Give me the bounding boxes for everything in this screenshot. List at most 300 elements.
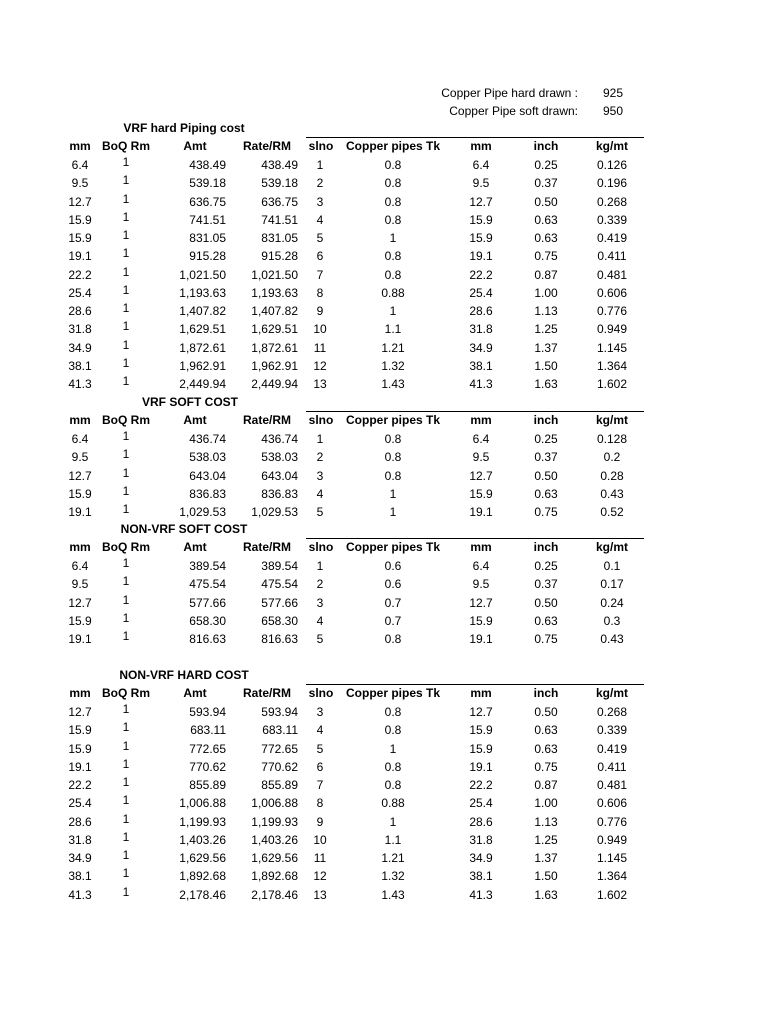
cell-slno: 5 <box>316 505 324 519</box>
cell-mm-2: 15.9 <box>469 486 493 501</box>
cell-copper-pipes-tk: 1 <box>389 231 397 245</box>
cell-rate-rm: 1,193.63 <box>251 285 298 300</box>
cell-copper-pipes-tk: 0.8 <box>384 450 402 465</box>
cell-mm-2: 19.1 <box>469 632 493 646</box>
cell-mm: 22.2 <box>68 778 92 792</box>
cell-mm-2: 9.5 <box>472 577 490 592</box>
cell-amt: 1,962.91 <box>179 358 226 373</box>
cell-boq-rm: 1 <box>122 738 130 753</box>
cell-mm-2: 9.5 <box>472 450 490 465</box>
cell-copper-pipes-tk: 1.21 <box>381 851 405 865</box>
column-header-kg-mt: kg/mt <box>595 413 629 427</box>
cell-mm: 9.5 <box>71 450 89 465</box>
cell-inch: 1.13 <box>534 304 558 318</box>
cell-inch: 0.25 <box>534 559 558 573</box>
cell-kg-mt: 0.28 <box>600 468 624 483</box>
cell-boq-rm: 1 <box>122 374 130 388</box>
column-header-kg-mt: kg/mt <box>595 540 629 554</box>
column-header-rate-rm: Rate/RM <box>242 540 292 554</box>
cell-amt: 436.74 <box>189 432 226 446</box>
cell-mm: 38.1 <box>68 358 92 373</box>
cell-rate-rm: 643.04 <box>261 468 298 483</box>
cell-slno: 3 <box>316 705 324 719</box>
cell-amt: 1,892.68 <box>179 869 226 884</box>
cell-slno: 6 <box>316 759 324 774</box>
cell-slno: 9 <box>316 814 324 829</box>
cell-kg-mt: 0.411 <box>597 249 627 264</box>
cell-boq-rm: 1 <box>122 337 130 352</box>
cell-kg-mt: 0.949 <box>596 832 628 847</box>
cell-amt: 915.28 <box>189 249 226 264</box>
cell-amt: 1,872.61 <box>179 340 226 355</box>
cell-mm-2: 15.9 <box>469 231 493 245</box>
cell-copper-pipes-tk: 1.1 <box>384 322 402 337</box>
cell-mm: 25.4 <box>68 285 92 300</box>
cell-inch: 1.00 <box>534 796 558 811</box>
cell-slno: 12 <box>313 358 327 373</box>
cell-rate-rm: 2,449.94 <box>251 377 298 391</box>
cell-boq-rm: 1 <box>122 866 130 881</box>
cell-rate-rm: 683.11 <box>262 723 298 738</box>
cell-slno: 8 <box>316 285 324 300</box>
cell-boq-rm: 1 <box>122 264 130 279</box>
cell-slno: 3 <box>316 595 324 610</box>
cell-kg-mt: 0.339 <box>596 723 628 738</box>
cell-mm: 12.7 <box>68 468 92 483</box>
cell-inch: 0.75 <box>534 759 558 774</box>
cell-boq-rm: 1 <box>122 829 130 844</box>
column-header-mm: mm <box>69 686 91 700</box>
cell-mm-2: 6.4 <box>472 432 490 446</box>
cell-mm: 6.4 <box>71 559 89 573</box>
cell-rate-rm: 438.49 <box>261 158 298 172</box>
cell-boq-rm: 1 <box>122 610 130 625</box>
cell-rate-rm: 389.54 <box>261 559 298 573</box>
cell-copper-pipes-tk: 0.8 <box>384 158 402 172</box>
cell-amt: 836.83 <box>189 486 226 501</box>
column-header-mm-2: mm <box>470 139 492 153</box>
cell-slno: 2 <box>316 577 324 592</box>
hard-drawn-rate-value: 925 <box>602 86 624 100</box>
cell-boq-rm: 1 <box>122 775 130 789</box>
cell-boq-rm: 1 <box>122 355 130 370</box>
cell-mm-2: 15.9 <box>469 613 493 628</box>
cell-boq-rm: 1 <box>122 155 130 169</box>
cell-copper-pipes-tk: 0.88 <box>381 796 405 811</box>
cell-amt: 741.51 <box>189 212 226 227</box>
cell-rate-rm: 836.83 <box>261 486 298 501</box>
column-header-slno: slno <box>308 139 334 153</box>
cell-mm: 19.1 <box>68 632 92 646</box>
cell-amt: 643.04 <box>189 468 226 483</box>
cell-slno: 1 <box>316 158 324 172</box>
cell-kg-mt: 1.602 <box>596 887 628 902</box>
cell-kg-mt: 0.419 <box>596 741 628 756</box>
cell-slno: 10 <box>313 832 327 847</box>
cell-mm: 34.9 <box>68 851 92 865</box>
cell-copper-pipes-tk: 0.8 <box>384 778 402 792</box>
cell-slno: 3 <box>316 194 324 209</box>
cell-kg-mt: 0.52 <box>600 505 624 519</box>
cell-rate-rm: 1,892.68 <box>251 869 298 884</box>
cell-amt: 831.05 <box>189 231 226 245</box>
cell-copper-pipes-tk: 1 <box>389 304 397 318</box>
cell-amt: 577.66 <box>189 595 226 610</box>
cell-slno: 7 <box>316 267 324 282</box>
cell-amt: 389.54 <box>189 559 226 573</box>
column-header-kg-mt: kg/mt <box>595 139 629 153</box>
column-header-amt: Amt <box>183 139 207 153</box>
cell-kg-mt: 0.43 <box>600 632 624 646</box>
cell-copper-pipes-tk: 1 <box>389 486 397 501</box>
cell-kg-mt: 0.606 <box>596 796 628 811</box>
column-header-inch: inch <box>533 413 559 427</box>
cell-slno: 5 <box>316 632 324 646</box>
cell-amt: 593.94 <box>189 705 226 719</box>
column-header-mm: mm <box>69 139 91 153</box>
cell-boq-rm: 1 <box>122 246 130 261</box>
cell-mm: 12.7 <box>68 595 92 610</box>
soft-drawn-rate-value: 950 <box>602 104 624 118</box>
cell-inch: 0.87 <box>534 778 558 792</box>
cell-boq-rm: 1 <box>122 209 130 224</box>
column-header-inch: inch <box>533 540 559 554</box>
column-header-rate-rm: Rate/RM <box>242 139 292 153</box>
cell-copper-pipes-tk: 0.8 <box>384 759 402 774</box>
cell-mm-2: 6.4 <box>472 559 490 573</box>
cell-kg-mt: 0.24 <box>600 595 624 610</box>
cell-amt: 1,629.51 <box>179 322 226 337</box>
column-header-kg-mt: kg/mt <box>595 686 629 700</box>
cell-mm-2: 41.3 <box>469 887 493 902</box>
cell-copper-pipes-tk: 0.6 <box>384 577 402 592</box>
cell-mm-2: 25.4 <box>469 285 493 300</box>
cell-amt: 1,021.50 <box>179 267 226 282</box>
cell-slno: 10 <box>313 322 327 337</box>
cell-kg-mt: 0.949 <box>596 322 628 337</box>
cell-mm-2: 12.7 <box>469 595 493 610</box>
cell-slno: 2 <box>316 176 324 191</box>
column-header-boq-rm: BoQ Rm <box>102 413 150 427</box>
cell-slno: 2 <box>316 450 324 465</box>
cell-mm-2: 6.4 <box>472 158 490 172</box>
column-header-rate-rm: Rate/RM <box>242 413 292 427</box>
cell-mm-2: 12.7 <box>469 705 493 719</box>
cell-rate-rm: 772.65 <box>261 741 298 756</box>
cell-inch: 0.63 <box>534 741 558 756</box>
hard-drawn-rate-label: Copper Pipe hard drawn : <box>441 86 578 100</box>
cell-boq-rm: 1 <box>122 447 130 462</box>
cell-mm: 22.2 <box>68 267 92 282</box>
cell-boq-rm: 1 <box>122 592 130 607</box>
header-divider <box>306 684 644 685</box>
cell-boq-rm: 1 <box>122 301 130 315</box>
cell-mm-2: 22.2 <box>469 267 493 282</box>
column-header-amt: Amt <box>183 413 207 427</box>
cell-rate-rm: 1,629.51 <box>251 322 298 337</box>
cell-boq-rm: 1 <box>122 756 130 771</box>
cell-mm: 19.1 <box>68 249 92 264</box>
cell-inch: 0.37 <box>534 577 558 592</box>
cell-mm: 41.3 <box>68 377 92 391</box>
cell-mm: 15.9 <box>68 723 92 738</box>
cell-amt: 1,006.88 <box>179 796 226 811</box>
cell-inch: 0.63 <box>534 231 558 245</box>
cell-rate-rm: 770.62 <box>261 759 298 774</box>
cell-copper-pipes-tk: 0.7 <box>384 613 402 628</box>
cell-mm: 31.8 <box>68 322 92 337</box>
cell-boq-rm: 1 <box>122 811 130 826</box>
cell-boq-rm: 1 <box>122 228 130 242</box>
cell-slno: 12 <box>313 869 327 884</box>
cell-rate-rm: 1,403.26 <box>251 832 298 847</box>
cell-mm: 25.4 <box>68 796 92 811</box>
cell-slno: 11 <box>313 851 327 865</box>
cell-mm: 28.6 <box>68 814 92 829</box>
cell-slno: 4 <box>316 723 324 738</box>
cell-slno: 11 <box>313 340 327 355</box>
cell-inch: 1.63 <box>534 887 558 902</box>
cell-kg-mt: 0.481 <box>596 267 628 282</box>
column-header-slno: slno <box>308 686 334 700</box>
column-header-inch: inch <box>533 686 559 700</box>
cell-mm: 12.7 <box>68 194 92 209</box>
cell-boq-rm: 1 <box>122 702 130 716</box>
cell-boq-rm: 1 <box>122 574 130 589</box>
cell-kg-mt: 0.606 <box>596 285 628 300</box>
cell-copper-pipes-tk: 0.8 <box>384 468 402 483</box>
cell-inch: 0.50 <box>534 595 558 610</box>
cell-amt: 539.18 <box>189 176 226 191</box>
column-header-copper-pipes-tk: Copper pipes Tk <box>345 686 441 700</box>
section-title: VRF SOFT COST <box>142 395 238 409</box>
cell-boq-rm: 1 <box>122 884 130 899</box>
cell-kg-mt: 1.145 <box>596 340 628 355</box>
cell-amt: 475.54 <box>189 577 226 592</box>
cell-rate-rm: 593.94 <box>261 705 298 719</box>
cell-kg-mt: 0.43 <box>600 486 624 501</box>
cell-copper-pipes-tk: 1.43 <box>381 377 405 391</box>
cell-kg-mt: 0.776 <box>596 814 628 829</box>
cell-amt: 1,629.56 <box>179 851 226 865</box>
cell-slno: 5 <box>316 741 324 756</box>
cell-inch: 0.50 <box>534 468 558 483</box>
cell-mm-2: 31.8 <box>469 322 493 337</box>
cell-inch: 0.63 <box>534 613 558 628</box>
cell-copper-pipes-tk: 1.32 <box>381 869 405 884</box>
cell-boq-rm: 1 <box>122 556 130 570</box>
cell-rate-rm: 636.75 <box>261 194 298 209</box>
cell-boq-rm: 1 <box>122 282 130 297</box>
cell-rate-rm: 915.28 <box>261 249 298 264</box>
cell-amt: 438.49 <box>189 158 226 172</box>
column-header-mm: mm <box>69 413 91 427</box>
cell-slno: 13 <box>313 377 327 391</box>
cell-slno: 5 <box>316 231 324 245</box>
cell-inch: 1.25 <box>534 832 558 847</box>
cell-copper-pipes-tk: 0.8 <box>384 632 402 646</box>
cell-copper-pipes-tk: 0.7 <box>384 595 402 610</box>
cell-mm: 19.1 <box>68 505 92 519</box>
cell-inch: 0.63 <box>534 723 558 738</box>
cell-mm: 19.1 <box>68 759 92 774</box>
cell-kg-mt: 0.3 <box>603 613 621 628</box>
cell-slno: 6 <box>316 249 324 264</box>
cell-mm-2: 34.9 <box>469 340 493 355</box>
cell-kg-mt: 1.602 <box>596 377 628 391</box>
cell-mm-2: 38.1 <box>469 358 493 373</box>
cell-kg-mt: 0.196 <box>596 176 628 191</box>
cell-copper-pipes-tk: 1 <box>389 741 397 756</box>
cell-boq-rm: 1 <box>122 720 130 735</box>
cell-copper-pipes-tk: 0.8 <box>384 249 402 264</box>
cell-copper-pipes-tk: 1.43 <box>381 887 405 902</box>
cell-inch: 1.50 <box>534 869 558 884</box>
cell-slno: 3 <box>316 468 324 483</box>
cell-boq-rm: 1 <box>122 629 130 643</box>
column-header-slno: slno <box>308 413 334 427</box>
cell-kg-mt: 0.268 <box>596 705 628 719</box>
cell-rate-rm: 816.63 <box>261 632 298 646</box>
cell-copper-pipes-tk: 0.6 <box>384 559 402 573</box>
section-title: NON-VRF SOFT COST <box>120 522 248 536</box>
cell-rate-rm: 538.03 <box>261 450 298 465</box>
cell-mm-2: 28.6 <box>469 814 493 829</box>
cell-boq-rm: 1 <box>122 502 130 516</box>
cell-mm-2: 25.4 <box>469 796 493 811</box>
cell-amt: 538.03 <box>189 450 226 465</box>
cell-mm-2: 12.7 <box>469 194 493 209</box>
cell-inch: 0.37 <box>534 450 558 465</box>
cell-inch: 1.37 <box>534 340 558 355</box>
header-divider <box>306 538 644 539</box>
cell-rate-rm: 436.74 <box>261 432 298 446</box>
cell-rate-rm: 1,021.50 <box>251 267 298 282</box>
column-header-copper-pipes-tk: Copper pipes Tk <box>345 139 441 153</box>
cell-amt: 2,449.94 <box>179 377 226 391</box>
column-header-copper-pipes-tk: Copper pipes Tk <box>345 413 441 427</box>
cell-inch: 0.63 <box>534 212 558 227</box>
cell-inch: 0.75 <box>534 632 558 646</box>
cell-amt: 816.63 <box>189 632 226 646</box>
cell-mm: 15.9 <box>68 212 92 227</box>
cell-mm: 31.8 <box>68 832 92 847</box>
column-header-copper-pipes-tk: Copper pipes Tk <box>345 540 441 554</box>
cell-amt: 1,193.63 <box>179 285 226 300</box>
cell-copper-pipes-tk: 1.21 <box>381 340 405 355</box>
cell-copper-pipes-tk: 0.8 <box>384 194 402 209</box>
cell-amt: 636.75 <box>189 194 226 209</box>
cell-inch: 0.25 <box>534 432 558 446</box>
cell-mm: 28.6 <box>68 304 92 318</box>
cell-kg-mt: 0.481 <box>596 778 628 792</box>
cell-copper-pipes-tk: 1.32 <box>381 358 405 373</box>
cell-mm: 15.9 <box>68 231 92 245</box>
cell-boq-rm: 1 <box>122 191 130 206</box>
column-header-mm: mm <box>69 540 91 554</box>
cell-slno: 8 <box>316 796 324 811</box>
cell-amt: 1,407.82 <box>179 304 226 318</box>
cell-amt: 2,178.46 <box>179 887 226 902</box>
cell-copper-pipes-tk: 0.8 <box>384 212 402 227</box>
cell-kg-mt: 1.145 <box>596 851 628 865</box>
column-header-mm-2: mm <box>470 540 492 554</box>
cell-mm: 15.9 <box>68 741 92 756</box>
section-title: VRF hard Piping cost <box>123 121 245 135</box>
cell-mm: 9.5 <box>71 577 89 592</box>
cell-kg-mt: 0.268 <box>596 194 628 209</box>
cell-inch: 1.25 <box>534 322 558 337</box>
cell-amt: 770.62 <box>189 759 226 774</box>
column-header-slno: slno <box>308 540 334 554</box>
cell-mm-2: 9.5 <box>472 176 490 191</box>
cell-copper-pipes-tk: 1.1 <box>384 832 402 847</box>
cell-boq-rm: 1 <box>122 319 130 334</box>
cell-inch: 0.25 <box>534 158 558 172</box>
column-header-amt: Amt <box>183 540 207 554</box>
cell-boq-rm: 1 <box>122 173 130 188</box>
cell-inch: 1.50 <box>534 358 558 373</box>
cell-mm: 9.5 <box>71 176 89 191</box>
cell-amt: 772.65 <box>189 741 226 756</box>
cell-kg-mt: 1.364 <box>596 869 628 884</box>
cell-inch: 0.63 <box>534 486 558 501</box>
cell-rate-rm: 539.18 <box>261 176 298 191</box>
cell-boq-rm: 1 <box>122 483 130 498</box>
column-header-rate-rm: Rate/RM <box>242 686 292 700</box>
cell-kg-mt: 0.126 <box>596 158 628 172</box>
cell-rate-rm: 2,178.46 <box>251 887 298 902</box>
section-title: NON-VRF HARD COST <box>119 668 249 682</box>
cell-inch: 0.87 <box>534 267 558 282</box>
cell-rate-rm: 658.30 <box>261 613 298 628</box>
cell-mm-2: 22.2 <box>469 778 493 792</box>
cell-mm-2: 28.6 <box>469 304 493 318</box>
cell-inch: 1.00 <box>534 285 558 300</box>
cell-rate-rm: 1,629.56 <box>251 851 298 865</box>
cell-slno: 4 <box>316 486 324 501</box>
cell-slno: 1 <box>316 559 324 573</box>
cell-kg-mt: 0.17 <box>600 577 624 592</box>
cell-rate-rm: 1,407.82 <box>251 304 298 318</box>
cell-kg-mt: 0.419 <box>596 231 628 245</box>
cell-inch: 0.75 <box>534 505 558 519</box>
cell-copper-pipes-tk: 0.8 <box>384 705 402 719</box>
cell-mm: 41.3 <box>68 887 92 902</box>
cell-kg-mt: 1.364 <box>596 358 628 373</box>
cell-mm-2: 34.9 <box>469 851 493 865</box>
cell-copper-pipes-tk: 0.8 <box>384 723 402 738</box>
column-header-mm-2: mm <box>470 413 492 427</box>
cell-inch: 0.75 <box>534 249 558 264</box>
cell-copper-pipes-tk: 0.8 <box>384 267 402 282</box>
cell-copper-pipes-tk: 1 <box>389 814 397 829</box>
cell-mm-2: 38.1 <box>469 869 493 884</box>
column-header-boq-rm: BoQ Rm <box>102 139 150 153</box>
cell-slno: 7 <box>316 778 324 792</box>
cell-amt: 1,199.93 <box>179 814 226 829</box>
cell-inch: 0.37 <box>534 176 558 191</box>
cell-mm: 38.1 <box>68 869 92 884</box>
cell-inch: 1.63 <box>534 377 558 391</box>
cell-boq-rm: 1 <box>122 465 130 480</box>
cell-mm: 15.9 <box>68 486 92 501</box>
cell-mm-2: 12.7 <box>469 468 493 483</box>
cell-copper-pipes-tk: 0.8 <box>384 432 402 446</box>
cell-rate-rm: 475.54 <box>261 577 298 592</box>
cell-mm-2: 19.1 <box>469 759 493 774</box>
cell-rate-rm: 1,006.88 <box>251 796 298 811</box>
